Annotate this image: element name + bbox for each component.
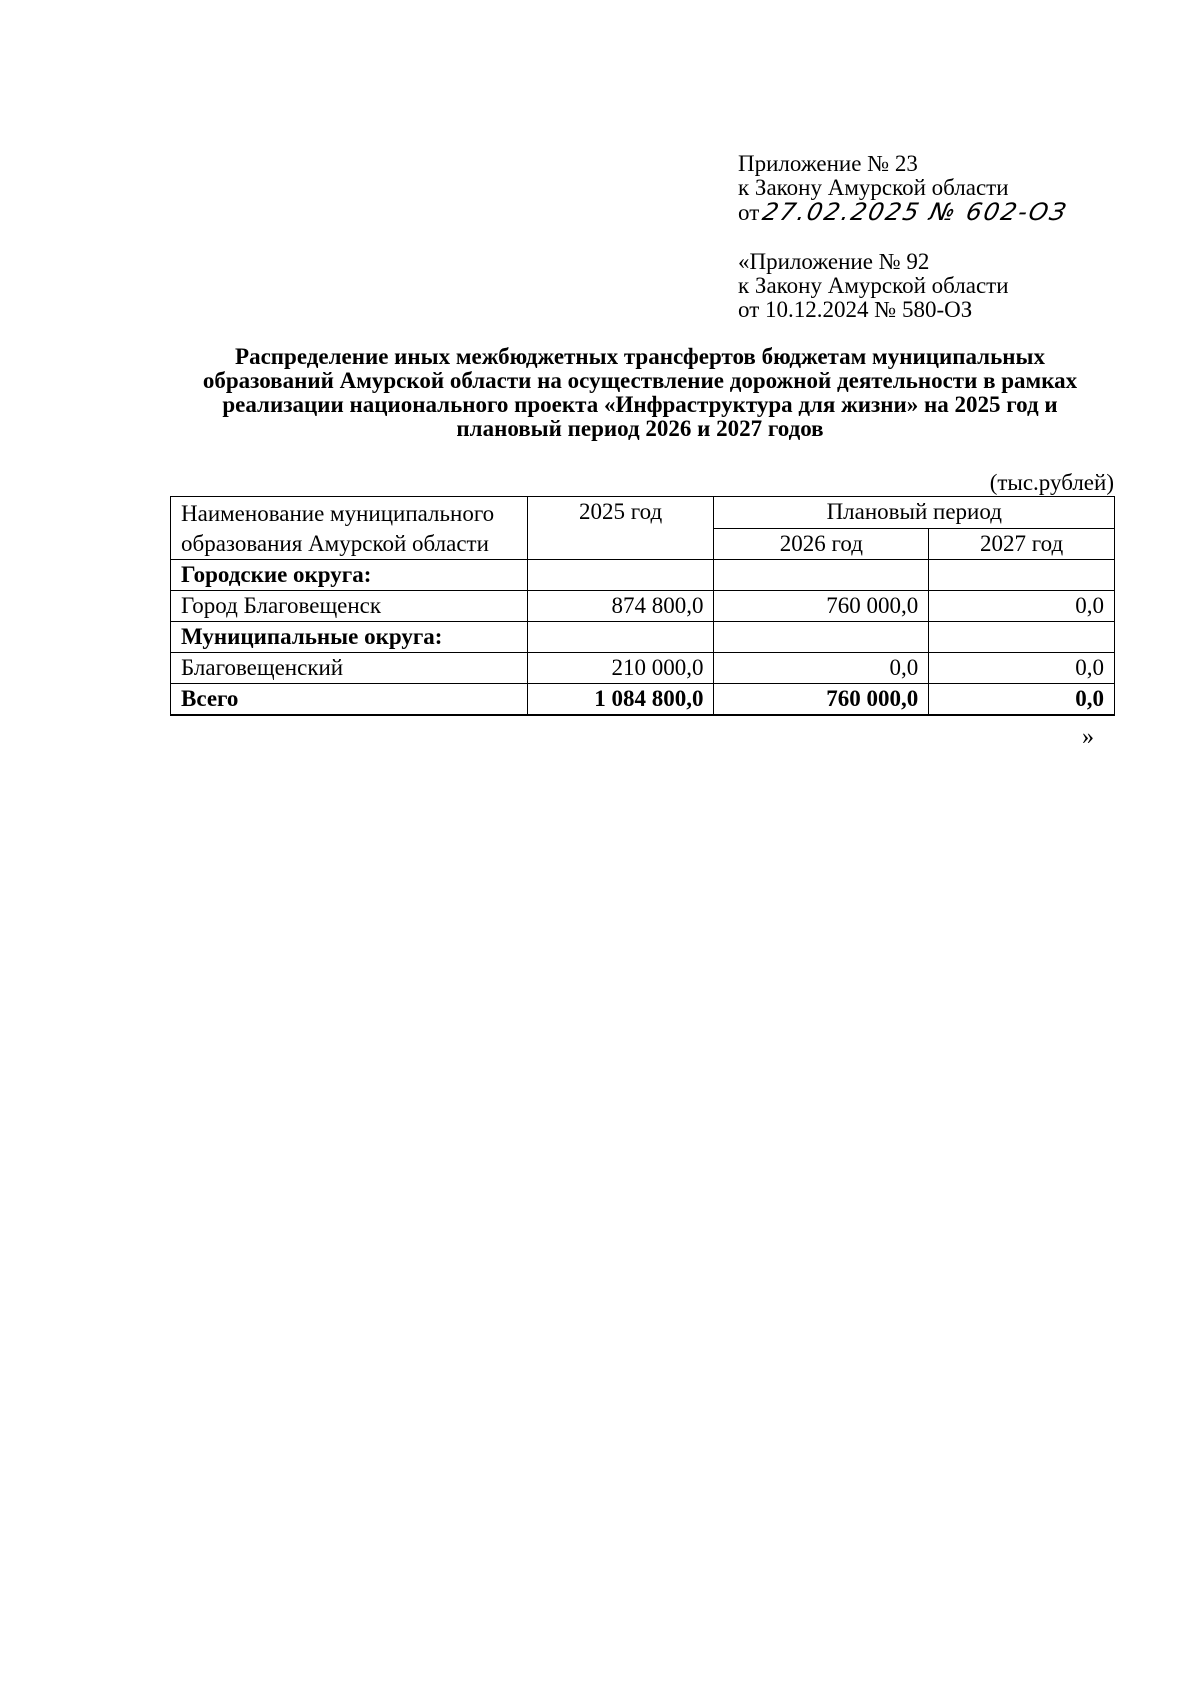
row-value-2027: 0,0 bbox=[929, 591, 1115, 622]
header-planned-period: Плановый период bbox=[714, 497, 1115, 529]
closing-quote-mark: » bbox=[1082, 724, 1094, 750]
row-value-2026: 0,0 bbox=[714, 653, 929, 684]
total-value-2026: 760 000,0 bbox=[714, 684, 929, 716]
table-row bbox=[171, 653, 1115, 684]
attachment-current-line2: к Закону Амурской области bbox=[738, 175, 1009, 200]
title-line3: реализации национального проекта «Инфраструктура для жизни» на 2025 год и bbox=[222, 392, 1058, 417]
total-value-2025: 1 084 800,0 bbox=[527, 684, 714, 716]
header-name-line2: образования Амурской области bbox=[181, 531, 489, 556]
attachment-previous bbox=[738, 250, 1009, 322]
document-title bbox=[160, 345, 1120, 441]
row-value-2025 bbox=[527, 560, 714, 591]
units-label: (тыс.рублей) bbox=[989, 470, 1114, 495]
table-header-row-1 bbox=[171, 497, 1115, 529]
row-value-2027 bbox=[929, 560, 1115, 591]
header-year-2026: 2026 год bbox=[714, 528, 929, 560]
header-year-2027: 2027 год bbox=[929, 528, 1115, 560]
table-row bbox=[171, 560, 1115, 591]
row-name: Городские округа: bbox=[171, 560, 528, 591]
table-row bbox=[171, 591, 1115, 622]
handwritten-date-number: 27.02.2025 № 602-ОЗ bbox=[760, 198, 1071, 226]
row-value-2027 bbox=[929, 622, 1115, 653]
table-row bbox=[171, 622, 1115, 653]
row-name: Благовещенский bbox=[171, 653, 528, 684]
row-value-2027: 0,0 bbox=[929, 653, 1115, 684]
row-value-2025: 874 800,0 bbox=[527, 591, 714, 622]
attachment-previous-line3: от 10.12.2024 № 580-ОЗ bbox=[738, 297, 973, 322]
attachment-current bbox=[738, 151, 1071, 226]
attachment-previous-line1: «Приложение № 92 bbox=[738, 249, 930, 274]
header-year-2025: 2025 год bbox=[527, 497, 714, 560]
row-name: Город Благовещенск bbox=[171, 591, 528, 622]
total-label: Всего bbox=[171, 684, 528, 716]
row-value-2026 bbox=[714, 560, 929, 591]
header-name-line1: Наименование муниципального bbox=[181, 501, 495, 526]
title-line4: плановый период 2026 и 2027 годов bbox=[456, 416, 824, 441]
row-name: Муниципальные округа: bbox=[171, 622, 528, 653]
row-value-2026 bbox=[714, 622, 929, 653]
row-value-2025: 210 000,0 bbox=[527, 653, 714, 684]
attachment-current-date-prefix: от bbox=[738, 200, 760, 225]
attachment-previous-line2: к Закону Амурской области bbox=[738, 273, 1009, 298]
header-name-cell bbox=[171, 497, 528, 560]
title-line1: Распределение иных межбюджетных трансфертов бюджетам муниципальных bbox=[235, 344, 1045, 369]
row-value-2025 bbox=[527, 622, 714, 653]
table-total-row bbox=[171, 684, 1115, 716]
title-line2: образований Амурской области на осуществление дорожной деятельности в рамках bbox=[202, 368, 1078, 393]
attachment-current-line1: Приложение № 23 bbox=[738, 151, 918, 176]
attachment-current-line3 bbox=[738, 198, 1071, 226]
total-value-2027: 0,0 bbox=[929, 684, 1115, 716]
budget-table bbox=[170, 496, 1115, 716]
row-value-2026: 760 000,0 bbox=[714, 591, 929, 622]
